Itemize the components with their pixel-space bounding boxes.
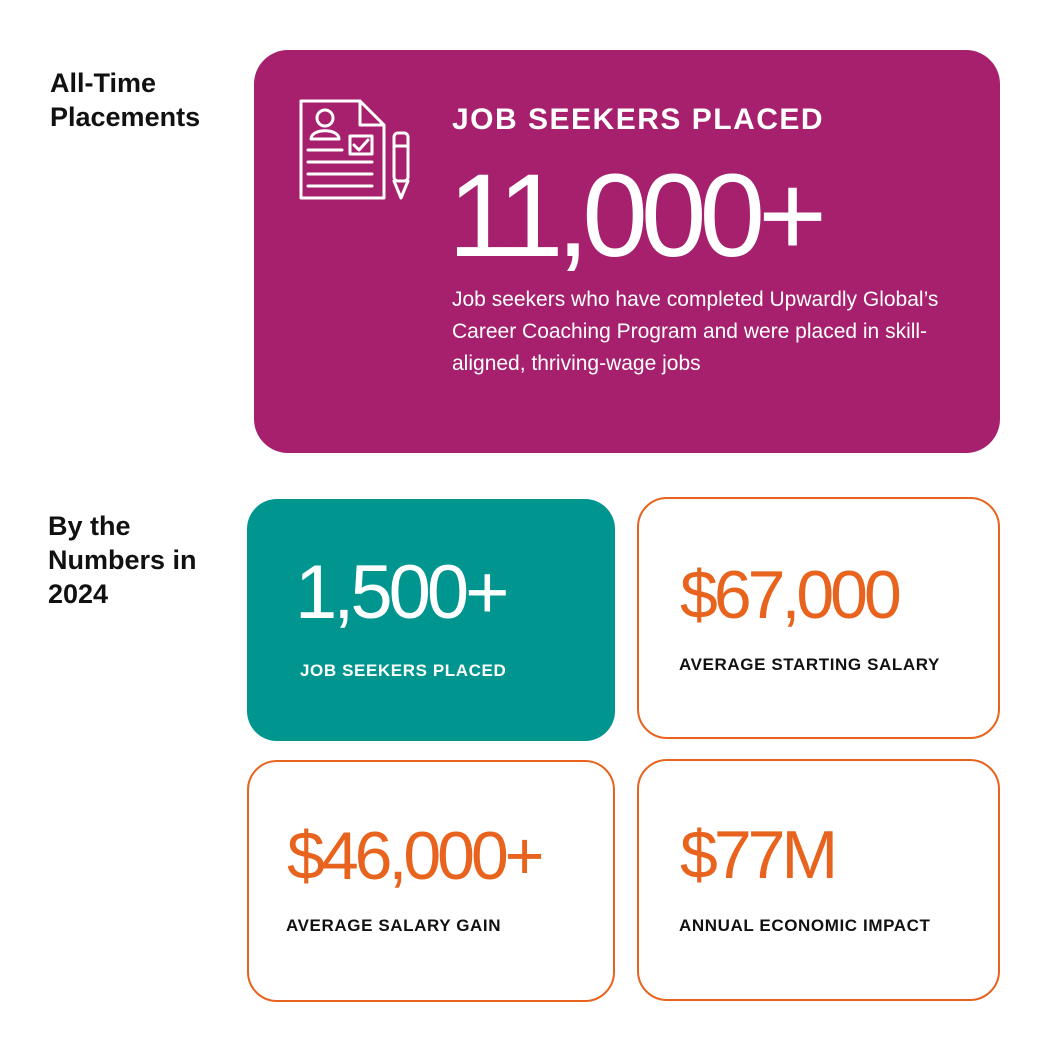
hero-description: Job seekers who have completed Upwardly Global’s Career Coaching Program and were placed in skill-aligned, thriving-wage jobs — [452, 288, 939, 375]
hero-heading: JOB SEEKERS PLACED — [452, 103, 825, 136]
section-label-all-time-placements: All-Time Placements — [50, 68, 201, 132]
resume-with-pencil-icon — [298, 98, 414, 254]
stat-label: JOB SEEKERS PLACED — [300, 661, 507, 680]
stat-card-average-starting-salary — [637, 497, 1000, 739]
hero-card-all-time — [254, 50, 1000, 453]
section-label-by-the-numbers: By the Numbers in 2024 — [48, 511, 197, 609]
stat-card-annual-economic-impact — [637, 759, 1000, 1001]
stat-label: AVERAGE SALARY GAIN — [286, 916, 502, 935]
stat-value: 1,500+ — [295, 550, 506, 635]
stat-label: ANNUAL ECONOMIC IMPACT — [679, 916, 931, 935]
stat-value: $67,000 — [680, 557, 898, 633]
stat-label: AVERAGE STARTING SALARY — [679, 655, 940, 674]
hero-value: 11,000+ — [448, 150, 821, 282]
stat-value: $77M — [680, 817, 835, 893]
stat-value: $46,000+ — [287, 818, 541, 894]
stat-card-average-salary-gain — [247, 760, 615, 1002]
stat-card-job-seekers-placed — [247, 499, 615, 741]
